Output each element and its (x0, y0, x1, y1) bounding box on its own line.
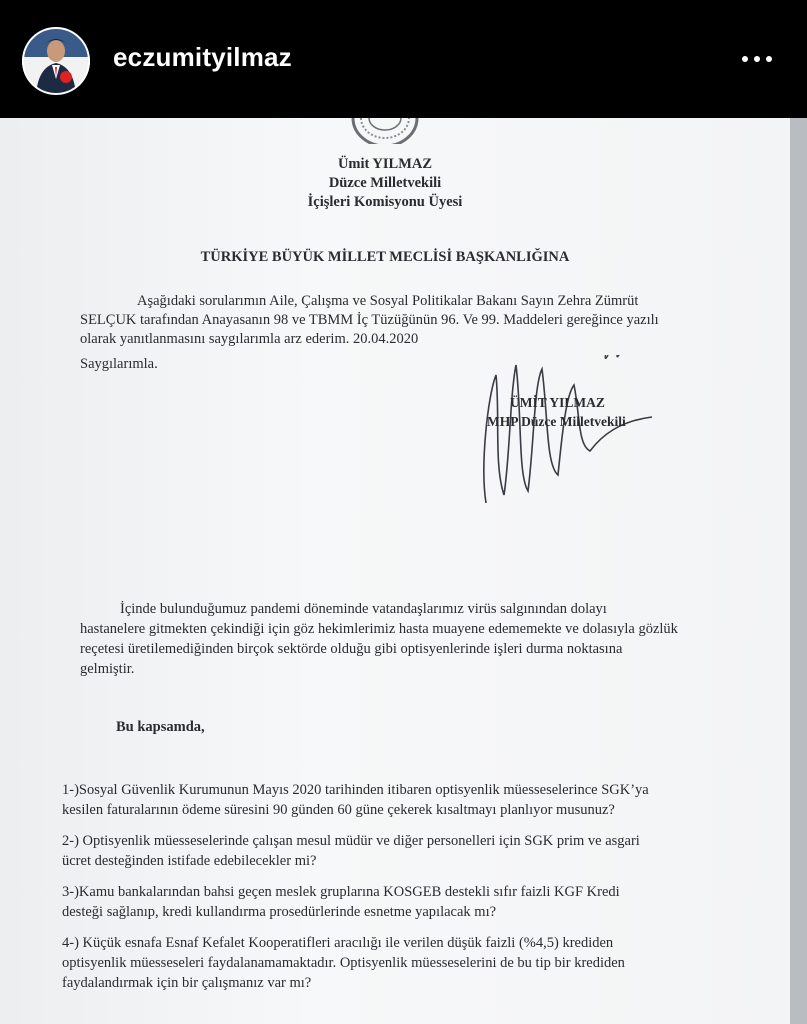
signature-title: MHP Düzce Milletvekili (487, 414, 626, 429)
username[interactable]: eczumityilmaz (113, 42, 292, 72)
intro-line-3: olarak yanıtlanmasını saygılarımla arz ederim. 20.04.2020 (80, 331, 419, 347)
body-line-2: hastanelere gitmekten çekindiği için göz hekimlerimiz hasta muayene edememekte ve dolasıyla gözlük (80, 621, 678, 637)
seal-icon (349, 118, 421, 144)
question-1-line-1: 1-)Sosyal Güvenlik Kurumunun Mayıs 2020 tarihinden itibaren optisyenlik müesseselerince SGK’ya (62, 782, 649, 798)
body-line-3: reçetesi üretilemediğinden birçok sektörde olduğu gibi optisyenlerinde işleri durma noktasına (80, 641, 623, 657)
paper-shadow (790, 118, 807, 1024)
more-horizontal-icon[interactable] (742, 46, 776, 72)
intro-line-1: Aşağıdaki sorularımın Aile, Çalışma ve Sosyal Politikalar Bakanı Sayın Zehra Zümrüt (137, 293, 639, 309)
handwritten-signature (470, 355, 660, 505)
recipient-title: TÜRKİYE BÜYÜK MİLLET MECLİSİ BAŞKANLIĞINA (200, 249, 570, 265)
signature-name: ÜMİT YILMAZ (510, 395, 605, 410)
question-3-line-2: desteği sağlanıp, kredi kullandırma prosedürlerinde esnetme yapılacak mı? (62, 904, 497, 920)
header-committee: İçişleri Komisyonu Üyesi (307, 194, 463, 210)
question-4-line-2: optisyenlik müesseseleri faydalanamamaktadır. Optisyenlik müesseselerini de bu tip bir krediden (62, 955, 625, 971)
header-name: Ümit YILMAZ (337, 156, 433, 172)
question-2-line-2: ücret desteğinden istifade edebilecekler mi? (62, 853, 317, 869)
closing: Saygılarımla. (80, 356, 158, 372)
question-4-line-1: 4-) Küçük esnafa Esnaf Kefalet Kooperatifleri aracılığı ile verilen düşük faizli (%4,5) krediden (62, 935, 614, 951)
header-role: Düzce Milletvekili (328, 175, 442, 191)
intro-line-2: SELÇUK tarafından Anayasanın 98 ve TBMM İç Tüzüğünün 96. Ve 99. Maddeleri gereğince yazılı (80, 312, 659, 328)
question-4-line-3: faydalandırmak için bir çalışmanız var mı? (62, 975, 312, 991)
scope-heading: Bu kapsamda, (116, 719, 205, 735)
body-line-1: İçinde bulunduğumuz pandemi döneminde vatandaşlarımız virüs salgınından dolayı (120, 601, 607, 617)
question-1-line-2: kesilen faturalarının ödeme süresini 90 günden 60 güne çekerek kısaltmayı planlıyor musunuz? (62, 802, 615, 818)
post-header (0, 0, 807, 118)
avatar[interactable] (22, 27, 90, 95)
question-3-line-1: 3-)Kamu bankalarından bahsi geçen meslek gruplarına KOSGEB destekli sıfır faizli KGF Kredi (62, 884, 620, 900)
body-line-4: gelmiştir. (80, 661, 135, 677)
question-2-line-1: 2-) Optisyenlik müesseselerinde çalışan mesul müdür ve diğer personelleri için SGK prim ve asgari (62, 833, 640, 849)
